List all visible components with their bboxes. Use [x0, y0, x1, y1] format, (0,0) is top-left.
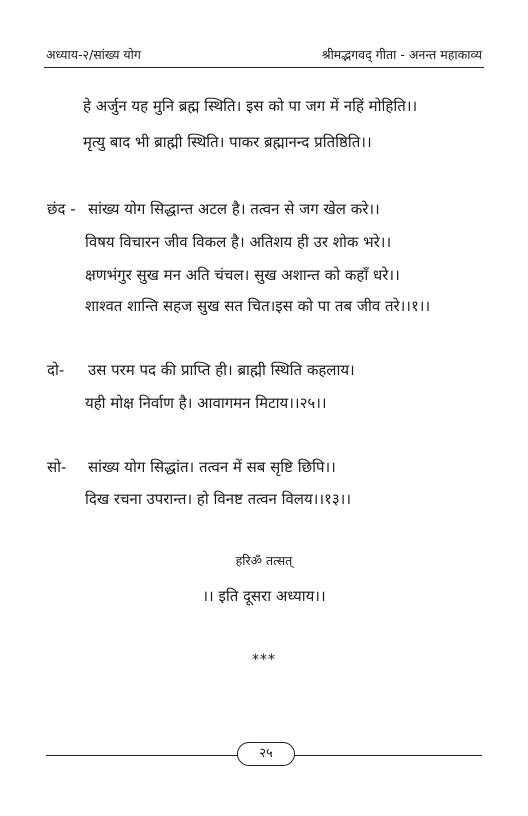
footer-rule-right [294, 755, 482, 756]
doha-label: दो- [47, 361, 65, 379]
page-number: २५ [237, 742, 295, 766]
verse-line: सांख्य योग सिद्धान्त अटल है। तत्वन से जग खेल करे।। [88, 200, 380, 218]
footer-rule-left [46, 755, 240, 756]
soratha-label: सो- [47, 458, 67, 476]
chapter-end-line: ।। इति दूसरा अध्याय।। [202, 587, 326, 605]
header-chapter-title: अध्याय-२/सांख्य योग [46, 47, 141, 62]
verse-line: दिख रचना उपरान्त। हो विनष्ट तत्वन विलय।।१३।। [85, 490, 352, 508]
header-rule [44, 67, 484, 68]
verse-line: मृत्यु बाद भी ब्राह्मी स्थिति। पाकर ब्रह्मानन्द प्रतिष्ठिति।। [83, 133, 372, 151]
verse-line: यही मोक्ष निर्वाण है। आवागमन मिटाय।।२५।। [85, 394, 327, 412]
verse-line: विषय विचारन जीव विकल है। अतिशय ही उर शोक भरे।। [85, 233, 392, 251]
verse-line: उस परम पद की प्राप्ति ही। ब्राह्मी स्थिति कहलाय। [88, 361, 355, 379]
header-book-title: श्रीमद्भगवद् गीता - अनन्त महाकाव्य [321, 47, 482, 62]
verse-line: शाश्वत शान्ति सहज सुख सत चित।इस को पा तब जीव तरे।।१।। [85, 297, 431, 315]
verse-line: क्षणभंगुर सुख मन अति चंचल। सुख अशान्त को कहाँ धरे।। [85, 266, 400, 284]
hari-om-tatsat: हरिॐ तत्सत् [235, 553, 293, 568]
chhand-label: छंद - [47, 200, 76, 218]
verse-line: हे अर्जुन यह मुनि ब्रह्म स्थिति। इस को पा जग में नहिं मोहिति।। [83, 97, 418, 115]
verse-line: सांख्य योग सिद्धांत। तत्वन में सब सृष्टि छिपि।। [88, 458, 336, 476]
section-stars: *** [252, 652, 276, 668]
